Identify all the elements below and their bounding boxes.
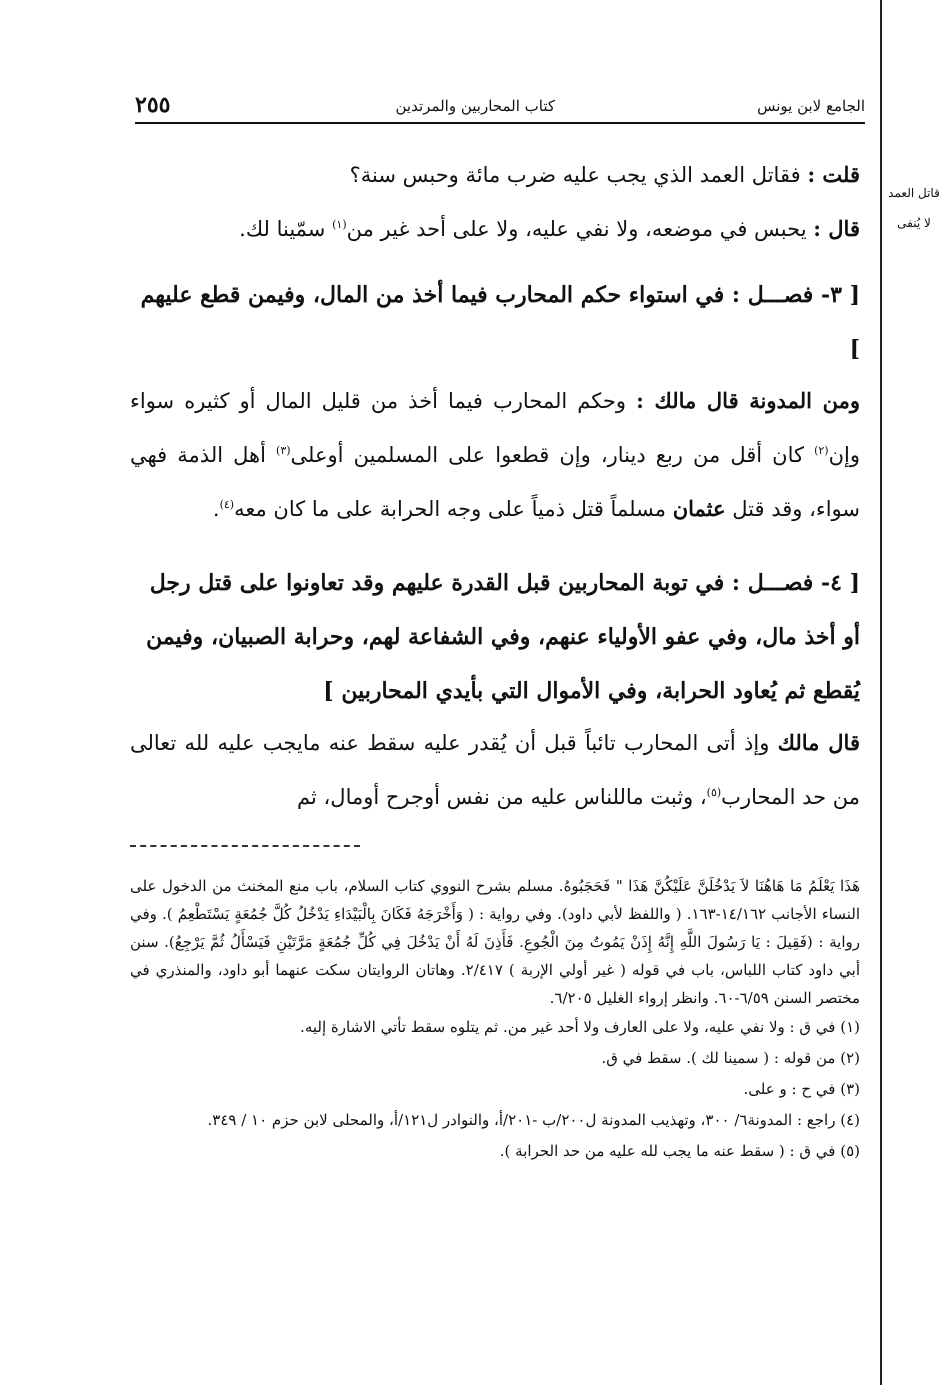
running-header — [135, 92, 865, 126]
footnote-1: (١) في ق : ولا نفي عليه، ولا على العارف ولا أحد غير من. ثم يتلوه سقط تأتي الاشارة إليه. — [300, 1018, 860, 1036]
answer-paragraph — [130, 200, 860, 254]
section-3-text-2: كان أقل من ربع دينار، وإن قطعوا على المسلمين أوعلى — [290, 443, 804, 467]
footnote-continuation: هَذَا يَعْلَمُ مَا هَاهُنَا لاَ يَدْخُلَنَّ عَلَيْكُنَّ هَذَا " فَحَجَبُوهُ. مسلم بشرح النووي كتاب السلام، باب منع المخنث من الدخول على النساء الأجانب ١٤/١٦٢-١٦٣. ( واللفظ لأبي داود). وفي رواية : ( وَأَخْرَجَهُ فَكَانَ بِالْبَيْدَاءِ يَدْخُلُ كُلَّ جُمُعَةٍ يَسْتَطْعِمُ ). وفي رواية : (فَقِيلَ : يَا رَسُولَ اللَّهِ إِنَّهُ إِذَنْ يَمُوتُ مِنَ الْجُوعِ. فَأَذِنَ لَهُ أَنْ يَدْخُلَ فِي كُلِّ جُمُعَةٍ مَرَّتَيْنِ فَيَسْأَلُ ثُمَّ يَرْجِعُ). سنن أبي داود كتاب اللباس، باب في قوله ( غير أولي الإربة ) ٢/٤١٧. وهاتان الروايتان سكت عنهما أبو داود، والمنذري في مختصر السنن ٦/٥٩-٦٠. وانظر إرواء الغليل ٦/٢٠٥. — [130, 877, 861, 1007]
section-3-text-4: مسلماً قتل ذمياً على وجه الحرابة على ما كان معه — [234, 497, 667, 521]
page-number: ٢٥٥ — [135, 92, 171, 118]
footnote-ref-3: (٣) — [276, 444, 291, 457]
question-lead: قلت : — [807, 162, 860, 187]
section-3-heading: [ ٣- فصـــل : في استواء حكم المحارب فيما أخذ من المال، وفيمن قطع عليهم ] — [140, 282, 860, 362]
answer-lead: قال : — [813, 216, 860, 241]
section-3-name: عثمان — [672, 496, 726, 521]
section-4-paragraph — [130, 718, 860, 822]
section-3-text-1: وحكم المحارب فيما أخذ من قليل المال أو كثيره سواء وإن — [130, 389, 860, 467]
margin-note-line-1: قاتل العمد — [888, 186, 940, 200]
header-book-title: الجامع لابن يونس — [757, 97, 865, 115]
section-3-end: . — [212, 497, 220, 521]
footnote-2: (٢) من قوله : ( سمينا لك ). سقط في ق. — [601, 1049, 860, 1067]
section-3-text-3: أهل الذمة فهي سواء، وقد قتل — [130, 443, 860, 521]
section-4-lead: قال مالك — [777, 730, 860, 755]
footnote-ref-4: (٤) — [219, 498, 235, 511]
section-3-lead: ومن المدونة قال مالك : — [636, 388, 861, 413]
margin-note — [883, 178, 945, 238]
section-4-text-1: وإذ أتى المحارب تائباً قبل أن يُقدر عليه سقط عنه مايجب عليه لله تعالى من حد المحارب — [130, 731, 860, 809]
section-4-text-2: ، وثبت ماللناس عليه من نفس أوجرح أومال، ثم — [297, 785, 707, 809]
footnote-3: (٣) في ح : و على. — [743, 1080, 860, 1098]
section-4-heading: [ ٤- فصـــل : في توبة المحاربين قبل القدرة عليهم وقد تعاونوا على قتل رجل أو أخذ مال، وفي عفو الأولياء عنهم، وفي الشفاعة لهم، وحرابة الصبيان، وفيمن يُقطع ثم يُعاود الحرابة، وفي الأموال التي بأيدي المحاربين ] — [146, 570, 860, 704]
header-rule — [135, 122, 865, 124]
margin-note-line-2: لا يُنفى — [897, 216, 931, 230]
footnote-ref-2: (٢) — [814, 444, 829, 457]
footnote-ref-5: (٥) — [706, 786, 722, 799]
header-chapter-title: كتاب المحاربين والمرتدين — [395, 97, 555, 115]
footnote-ref-1: (١) — [332, 218, 347, 231]
answer-text-2: سمّينا لك. — [239, 217, 326, 241]
margin-divider-line — [880, 0, 882, 1385]
section-3-paragraph — [130, 376, 860, 534]
footnote-separator — [130, 845, 360, 847]
question-text: فقاتل العمد الذي يجب عليه ضرب مائة وحبس سنة؟ — [349, 163, 801, 187]
main-text — [130, 150, 860, 822]
question-paragraph — [130, 150, 860, 200]
footnote-4: (٤) راجع : المدونة٦/ ٣٠٠، وتهذيب المدونة ل٢٠٠/ب -٢٠١/أ، والنوادر ل١٢١/أ، والمحلى لابن حزم ١٠ / ٣٤٩. — [207, 1111, 860, 1129]
footnotes-area — [130, 872, 860, 1167]
answer-text-1: يحبس في موضعه، ولا نفي عليه، ولا على أحد غير من — [346, 217, 807, 241]
footnote-5: (٥) في ق : ( سقط عنه ما يجب لله عليه من حد الحرابة ). — [499, 1142, 860, 1160]
